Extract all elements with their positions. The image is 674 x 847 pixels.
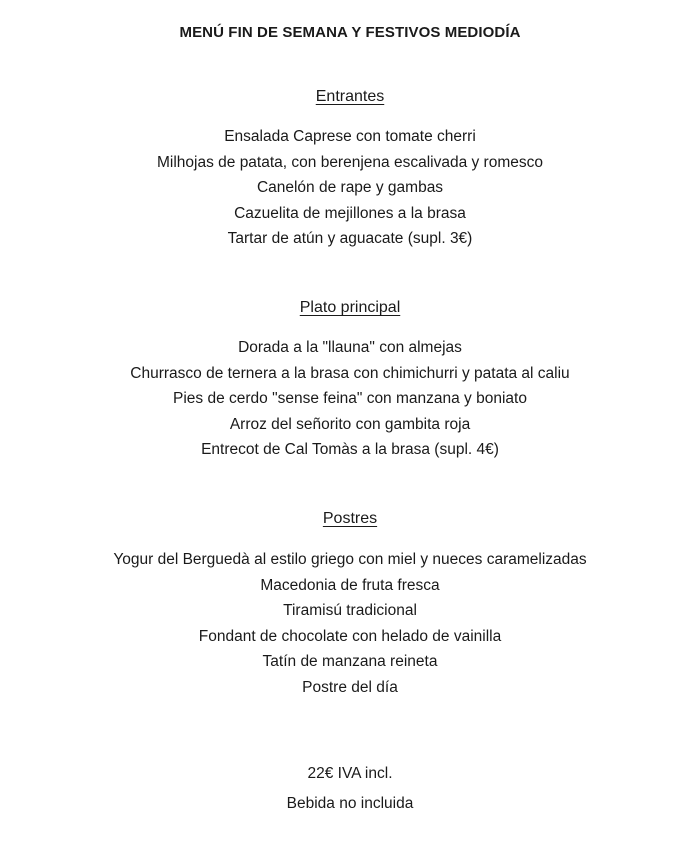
menu-item: Dorada a la "llauna" con almejas — [238, 339, 462, 356]
section-heading-entrantes: Entrantes — [315, 88, 385, 105]
menu-item: Canelón de rape y gambas — [256, 179, 444, 196]
menu-item: Milhojas de patata, con berenjena escalivada y romesco — [156, 153, 543, 171]
section-heading-plato-principal: Plato principal — [299, 299, 401, 316]
menu-item: Ensalada Caprese con tomate cherri — [224, 128, 476, 145]
menu-item: Churrasco de ternera a la brasa con chimichurri y patata al caliu — [130, 364, 570, 382]
section-list-entrantes — [0, 124, 674, 252]
menu-item: Pies de cerdo "sense feina" con manzana y boniato — [173, 390, 527, 407]
drinks-note: Bebida no incluida — [286, 795, 414, 812]
menu-item: Postre del día — [302, 678, 398, 696]
section-heading-postres: Postres — [322, 510, 378, 527]
menu-item: Macedonia de fruta fresca — [260, 576, 440, 594]
menu-item: Tiramisú tradicional — [283, 602, 417, 619]
menu-item: Fondant de chocolate con helado de vainilla — [198, 627, 502, 645]
menu-item: Entrecot de Cal Tomàs a la brasa (supl. 4€) — [201, 441, 499, 458]
menu-item: Tatín de manzana reineta — [262, 653, 438, 670]
section-list-postres — [0, 547, 674, 700]
price-note: 22€ IVA incl. — [307, 765, 393, 782]
menu-item: Arroz del señorito con gambita roja — [229, 415, 471, 433]
menu-item: Tartar de atún y aguacate (supl. 3€) — [227, 230, 473, 247]
menu-item: Yogur del Berguedà al estilo griego con miel y nueces caramelizadas — [113, 551, 587, 568]
menu-item: Cazuelita de mejillones a la brasa — [234, 204, 466, 222]
menu-title: MENÚ FIN DE SEMANA Y FESTIVOS MEDIODÍA — [179, 24, 521, 41]
section-list-plato-principal — [0, 335, 674, 463]
